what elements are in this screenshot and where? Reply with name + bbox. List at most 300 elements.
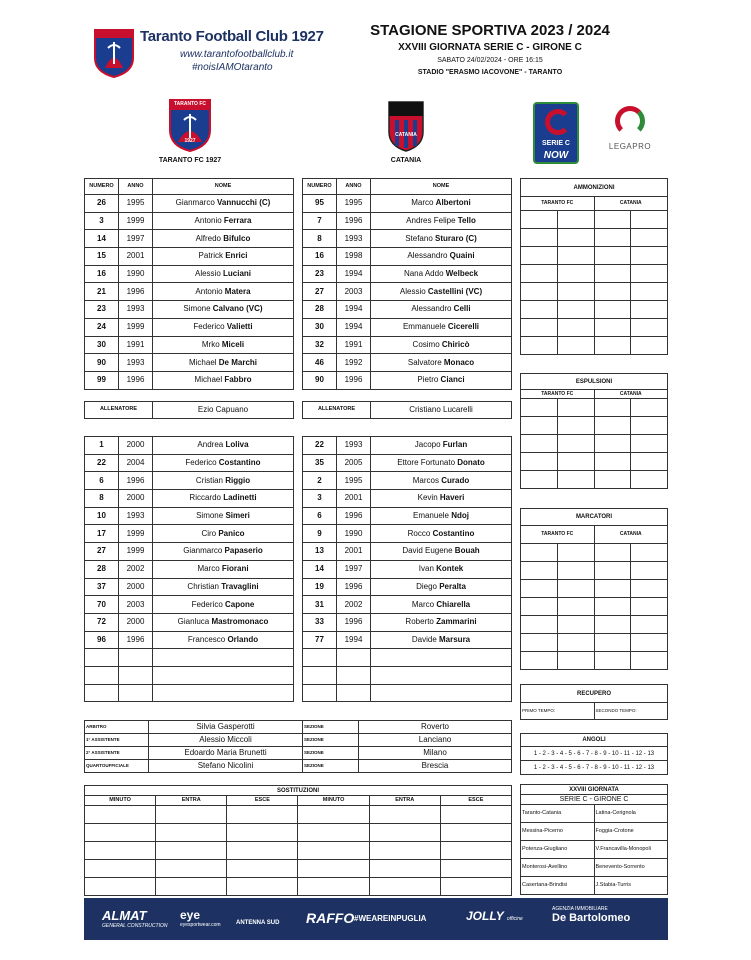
- player-name: [371, 212, 512, 230]
- blank-cell: [594, 580, 631, 598]
- blank-cell: [521, 652, 558, 670]
- player-year: 2001: [337, 490, 371, 508]
- player-name: [153, 525, 294, 543]
- ammonizioni-title: AMMONIZIONI: [521, 179, 668, 197]
- empty-cell: [337, 666, 371, 684]
- blank-cell: [440, 824, 511, 842]
- player-row: [303, 301, 512, 319]
- player-number: 24: [85, 318, 119, 336]
- blank-row: [521, 337, 668, 355]
- player-last-name: Capone: [225, 599, 255, 609]
- blank-cell: [631, 598, 668, 616]
- blank-cell: [557, 453, 594, 471]
- player-first-name: Ivan: [418, 564, 437, 574]
- player-name: [371, 525, 512, 543]
- player-row: [303, 265, 512, 283]
- player-name: [371, 631, 512, 649]
- player-name: [371, 507, 512, 525]
- player-year: 1994: [337, 631, 371, 649]
- player-last-name: Miceli: [221, 339, 245, 349]
- player-number: 31: [303, 596, 337, 614]
- sponsor-debartolomeo-name: De Bartolomeo: [552, 912, 631, 924]
- player-year: 1997: [337, 560, 371, 578]
- player-name: [153, 354, 294, 372]
- player-year: 1996: [337, 578, 371, 596]
- player-row: [303, 507, 512, 525]
- taranto-crest: [168, 98, 212, 152]
- player-first-name: Andrea: [197, 440, 226, 450]
- player-name: [153, 472, 294, 490]
- angoli-home: 1 - 2 - 3 - 4 - 5 - 6 - 7 - 8 - 9 - 10 - 11 - 12 - 13: [521, 747, 668, 761]
- player-number: 3: [85, 212, 119, 230]
- player-year: 1996: [337, 212, 371, 230]
- player-number: 8: [85, 490, 119, 508]
- taranto-logo: [93, 28, 135, 78]
- blank-cell: [156, 842, 227, 860]
- blank-row: [521, 453, 668, 471]
- player-first-name: Jacopo: [414, 440, 443, 450]
- player-number: 13: [303, 543, 337, 561]
- player-name: [153, 212, 294, 230]
- blank-row: [521, 247, 668, 265]
- official-row: [85, 734, 512, 747]
- player-number: 70: [85, 596, 119, 614]
- player-number: 96: [85, 631, 119, 649]
- player-name: [153, 560, 294, 578]
- player-last-name: Tello: [457, 216, 476, 226]
- blank-cell: [594, 283, 631, 301]
- blank-row: [85, 806, 512, 824]
- blank-cell: [521, 471, 558, 489]
- player-name: [371, 560, 512, 578]
- blank-cell: [557, 265, 594, 283]
- blank-cell: [594, 211, 631, 229]
- blank-row: [85, 878, 512, 896]
- player-first-name: Cosimo: [412, 339, 442, 349]
- player-last-name: Matera: [224, 286, 251, 296]
- blank-cell: [557, 471, 594, 489]
- player-row: [85, 195, 294, 213]
- angoli-title: ANGOLI: [521, 734, 668, 747]
- player-last-name: Calvano (VC): [212, 304, 263, 314]
- blank-cell: [521, 399, 558, 417]
- official-row: [85, 721, 512, 734]
- player-number: 7: [303, 212, 337, 230]
- blank-cell: [594, 301, 631, 319]
- marcatori-away: CATANIA: [594, 526, 668, 544]
- player-last-name: Valietti: [226, 322, 253, 332]
- player-name: [371, 454, 512, 472]
- player-year: 1990: [119, 265, 153, 283]
- col-year: ANNO: [337, 179, 371, 195]
- player-number: 1: [85, 437, 119, 455]
- player-first-name: Emmanuele: [402, 322, 448, 332]
- player-name: [371, 596, 512, 614]
- blank-row: [85, 842, 512, 860]
- home-coach: [84, 401, 294, 419]
- official-name: Edoardo Maria Brunetti: [149, 747, 303, 760]
- sponsor-almat-sub: GENERAL CONSTRUCTION: [102, 923, 168, 929]
- player-last-name: Curado: [441, 475, 470, 485]
- blank-cell: [85, 842, 156, 860]
- empty-row: [303, 666, 512, 684]
- blank-cell: [631, 562, 668, 580]
- blank-cell: [521, 453, 558, 471]
- player-last-name: Fabbro: [224, 375, 252, 385]
- substitutions-table: [84, 785, 512, 896]
- player-row: [85, 472, 294, 490]
- player-name: [153, 507, 294, 525]
- player-name: [371, 472, 512, 490]
- player-name: [371, 543, 512, 561]
- blank-cell: [557, 229, 594, 247]
- player-year: 2000: [119, 437, 153, 455]
- officials-body: [85, 721, 512, 773]
- player-name: [153, 283, 294, 301]
- player-year: 1999: [119, 525, 153, 543]
- player-number: 22: [303, 437, 337, 455]
- blank-row: [521, 471, 668, 489]
- player-year: 1993: [337, 230, 371, 248]
- blank-cell: [557, 211, 594, 229]
- fixture: Messina-Picerno: [521, 823, 595, 841]
- sponsor-almat: [102, 908, 167, 929]
- fixture-row: [521, 877, 668, 895]
- player-last-name: Ndoj: [451, 511, 470, 521]
- official-name: Stefano Nicolini: [149, 760, 303, 773]
- blank-cell: [521, 319, 558, 337]
- blank-cell: [594, 319, 631, 337]
- away-starters-body: [303, 195, 512, 390]
- home-team-label: TARANTO FC 1927: [158, 157, 222, 164]
- player-last-name: Peralta: [439, 581, 466, 591]
- crest-text: TARANTO FC: [173, 101, 207, 107]
- player-name: [371, 301, 512, 319]
- player-row: [85, 454, 294, 472]
- player-name: [153, 265, 294, 283]
- player-name: [153, 490, 294, 508]
- player-name: [153, 543, 294, 561]
- official-name: Alessio Miccoli: [149, 734, 303, 747]
- player-last-name: Welbeck: [445, 269, 479, 279]
- stadium: STADIO "ERASMO IACOVONE" - TARANTO: [417, 69, 563, 76]
- official-section-label: SEZIONE: [303, 734, 359, 747]
- sponsor-eye-sub: eyesportwear.com: [180, 922, 221, 928]
- sponsor-jolly-name: JOLLY: [466, 909, 504, 923]
- blank-cell: [85, 824, 156, 842]
- blank-row: [521, 652, 668, 670]
- player-last-name: Loliva: [225, 440, 249, 450]
- player-row: [85, 631, 294, 649]
- blank-cell: [557, 544, 594, 562]
- player-row: [85, 283, 294, 301]
- player-last-name: Kontek: [436, 564, 464, 574]
- empty-row: [85, 649, 294, 667]
- sub-minute-home: MINUTO: [85, 796, 156, 806]
- player-year: 1991: [337, 336, 371, 354]
- girone-title: SERIE C - GIRONE C: [521, 795, 668, 805]
- player-last-name: Albertoni: [435, 198, 471, 208]
- player-first-name: Marcos: [412, 475, 442, 485]
- catania-crest: [387, 100, 425, 152]
- blank-cell: [440, 860, 511, 878]
- player-name: [153, 578, 294, 596]
- blank-row: [521, 229, 668, 247]
- player-year: 1993: [119, 301, 153, 319]
- blank-cell: [594, 265, 631, 283]
- blank-row: [521, 544, 668, 562]
- sponsor-jolly: [466, 909, 523, 923]
- player-row: [303, 354, 512, 372]
- player-last-name: Haveri: [439, 493, 465, 503]
- sponsor-jolly-sub: officine: [506, 916, 523, 922]
- player-name: [371, 613, 512, 631]
- fixture: Monterosi-Avellino: [521, 859, 595, 877]
- season-title: STAGIONE SPORTIVA 2023 / 2024: [370, 22, 610, 39]
- player-row: [85, 525, 294, 543]
- player-row: [85, 507, 294, 525]
- player-year: 1996: [119, 371, 153, 389]
- blank-cell: [594, 229, 631, 247]
- player-number: 46: [303, 354, 337, 372]
- blank-cell: [631, 471, 668, 489]
- sponsor-raffo-name: RAFFO: [306, 910, 355, 926]
- player-number: 72: [85, 613, 119, 631]
- blank-cell: [594, 598, 631, 616]
- blank-row: [521, 319, 668, 337]
- blank-cell: [298, 878, 369, 896]
- player-row: [303, 596, 512, 614]
- blank-cell: [369, 824, 440, 842]
- empty-cell: [371, 666, 512, 684]
- player-name: [153, 301, 294, 319]
- blank-cell: [631, 301, 668, 319]
- player-first-name: Stefano: [405, 233, 436, 243]
- player-number: 9: [303, 525, 337, 543]
- player-year: 2001: [337, 543, 371, 561]
- player-number: 28: [85, 560, 119, 578]
- fixture: V.Francavilla-Monopoli: [594, 841, 668, 859]
- player-first-name: Simone: [196, 511, 226, 521]
- blank-row: [85, 824, 512, 842]
- blank-cell: [369, 860, 440, 878]
- blank-cell: [521, 616, 558, 634]
- player-number: 26: [85, 195, 119, 213]
- player-row: [85, 596, 294, 614]
- player-row: [85, 437, 294, 455]
- ammonizioni-body: [521, 211, 668, 355]
- sponsor-debartolomeo-sub: AGENZIA IMMOBILIARE: [552, 906, 608, 912]
- player-name: [371, 318, 512, 336]
- player-number: 37: [85, 578, 119, 596]
- player-last-name: Papaserio: [224, 546, 263, 556]
- player-year: 2003: [337, 283, 371, 301]
- player-first-name: Michael: [188, 357, 219, 367]
- angoli-table: [520, 733, 668, 775]
- blank-cell: [521, 265, 558, 283]
- player-number: 33: [303, 613, 337, 631]
- player-row: [303, 336, 512, 354]
- blank-cell: [156, 806, 227, 824]
- player-year: 2004: [119, 454, 153, 472]
- blank-cell: [521, 417, 558, 435]
- blank-cell: [521, 435, 558, 453]
- blank-cell: [631, 580, 668, 598]
- player-year: 1996: [119, 283, 153, 301]
- player-name: [153, 248, 294, 266]
- blank-cell: [227, 806, 298, 824]
- player-number: 95: [303, 195, 337, 213]
- player-year: 2000: [119, 490, 153, 508]
- empty-cell: [371, 649, 512, 667]
- blank-cell: [631, 453, 668, 471]
- serie-c-text: SERIE C: [541, 140, 570, 147]
- player-number: 3: [303, 490, 337, 508]
- player-row: [303, 578, 512, 596]
- blank-cell: [85, 860, 156, 878]
- blank-cell: [631, 247, 668, 265]
- giornata-table: [520, 784, 668, 895]
- player-row: [85, 490, 294, 508]
- espulsioni-title: ESPULSIONI: [521, 374, 668, 390]
- sponsor-antenna-name: ANTENNA SUD: [236, 920, 280, 926]
- empty-row: [303, 649, 512, 667]
- player-year: 1996: [337, 613, 371, 631]
- blank-cell: [594, 471, 631, 489]
- blank-cell: [227, 842, 298, 860]
- sponsor-antenna: [236, 920, 279, 926]
- primo-tempo: PRIMO TEMPO:: [521, 703, 595, 720]
- blank-cell: [369, 842, 440, 860]
- player-year: 1993: [337, 437, 371, 455]
- round-title: XXVIII GIORNATA SERIE C - GIRONE C: [398, 42, 582, 53]
- empty-cell: [303, 666, 337, 684]
- player-first-name: Salvatore: [407, 357, 444, 367]
- player-number: 23: [85, 301, 119, 319]
- player-first-name: Antonio: [195, 286, 225, 296]
- player-first-name: Christian: [187, 581, 222, 591]
- club-hashtag: #noisIAMOtaranto: [192, 62, 273, 73]
- empty-cell: [85, 666, 119, 684]
- blank-cell: [631, 229, 668, 247]
- blank-cell: [557, 580, 594, 598]
- player-row: [85, 371, 294, 389]
- player-last-name: Travaglini: [221, 581, 259, 591]
- blank-cell: [631, 634, 668, 652]
- player-name: [153, 596, 294, 614]
- player-year: 1991: [119, 336, 153, 354]
- official-section-label: SEZIONE: [303, 721, 359, 734]
- player-first-name: Alessio: [399, 286, 428, 296]
- sub-in-home: ENTRA: [156, 796, 227, 806]
- blank-row: [521, 598, 668, 616]
- blank-cell: [369, 806, 440, 824]
- fixture: Benevento-Sorrento: [594, 859, 668, 877]
- ammonizioni-table: [520, 178, 668, 355]
- player-row: [303, 560, 512, 578]
- player-first-name: Marco: [411, 599, 437, 609]
- player-row: [85, 354, 294, 372]
- marcatori-title: MARCATORI: [521, 509, 668, 526]
- sponsor-eye: [180, 908, 221, 928]
- secondo-tempo: SECONDO TEMPO:: [594, 703, 668, 720]
- sponsor-raffo: [306, 910, 354, 926]
- blank-cell: [557, 634, 594, 652]
- blank-row: [521, 634, 668, 652]
- player-number: 21: [85, 283, 119, 301]
- player-last-name: Zammarini: [436, 617, 477, 627]
- player-first-name: Alessio: [194, 269, 223, 279]
- empty-cell: [371, 684, 512, 702]
- angoli-away: 1 - 2 - 3 - 4 - 5 - 6 - 7 - 8 - 9 - 10 - 11 - 12 - 13: [521, 761, 668, 775]
- player-last-name: Panico: [218, 528, 245, 538]
- player-year: 1998: [337, 248, 371, 266]
- player-last-name: Monaco: [443, 357, 475, 367]
- empty-cell: [85, 684, 119, 702]
- crest-year: 1927: [184, 138, 196, 144]
- player-row: [303, 371, 512, 389]
- blank-cell: [521, 283, 558, 301]
- fixture: J.Stabia-Turris: [594, 877, 668, 895]
- player-year: 1995: [119, 195, 153, 213]
- blank-cell: [440, 878, 511, 896]
- official-city: Milano: [359, 747, 512, 760]
- player-row: [85, 613, 294, 631]
- blank-cell: [85, 878, 156, 896]
- blank-cell: [557, 598, 594, 616]
- player-first-name: Marco: [197, 564, 222, 574]
- empty-row: [85, 666, 294, 684]
- player-first-name: Federico: [193, 322, 227, 332]
- catania-crest-text: CATANIA: [395, 132, 417, 138]
- player-row: [85, 301, 294, 319]
- empty-row: [85, 684, 294, 702]
- player-number: 30: [85, 336, 119, 354]
- legapro-text: LEGAPRO: [608, 142, 652, 151]
- blank-cell: [521, 229, 558, 247]
- player-first-name: Riccardo: [189, 493, 224, 503]
- player-first-name: Kevin: [417, 493, 440, 503]
- player-year: 1990: [337, 525, 371, 543]
- now-text: NOW: [543, 150, 569, 161]
- player-first-name: Simone: [183, 304, 213, 314]
- player-last-name: Enrici: [225, 251, 248, 261]
- player-last-name: Celli: [453, 304, 471, 314]
- blank-cell: [156, 824, 227, 842]
- empty-row: [303, 684, 512, 702]
- marcatori-table: [520, 508, 668, 670]
- blank-cell: [594, 435, 631, 453]
- official-section-label: SEZIONE: [303, 747, 359, 760]
- blank-cell: [594, 417, 631, 435]
- sponsor-puglia-name: #WEAREINPUGLIA: [354, 914, 427, 923]
- player-year: 1994: [337, 318, 371, 336]
- col-number: NUMERO: [303, 179, 337, 195]
- player-first-name: David Eugene: [402, 546, 455, 556]
- player-row: [303, 195, 512, 213]
- player-number: 28: [303, 301, 337, 319]
- sponsor-almat-name: ALMAT: [102, 908, 147, 923]
- club-website[interactable]: www.tarantofootballclub.it: [180, 49, 294, 60]
- player-first-name: Andres Felipe: [406, 216, 458, 226]
- player-number: 16: [303, 248, 337, 266]
- player-first-name: Alfredo: [195, 233, 224, 243]
- empty-cell: [85, 649, 119, 667]
- fixture: Foggia-Crotone: [594, 823, 668, 841]
- marcatori-body: [521, 544, 668, 670]
- match-date: SABATO 24/02/2024 - ORE 16:15: [437, 57, 543, 64]
- player-year: 1996: [337, 371, 371, 389]
